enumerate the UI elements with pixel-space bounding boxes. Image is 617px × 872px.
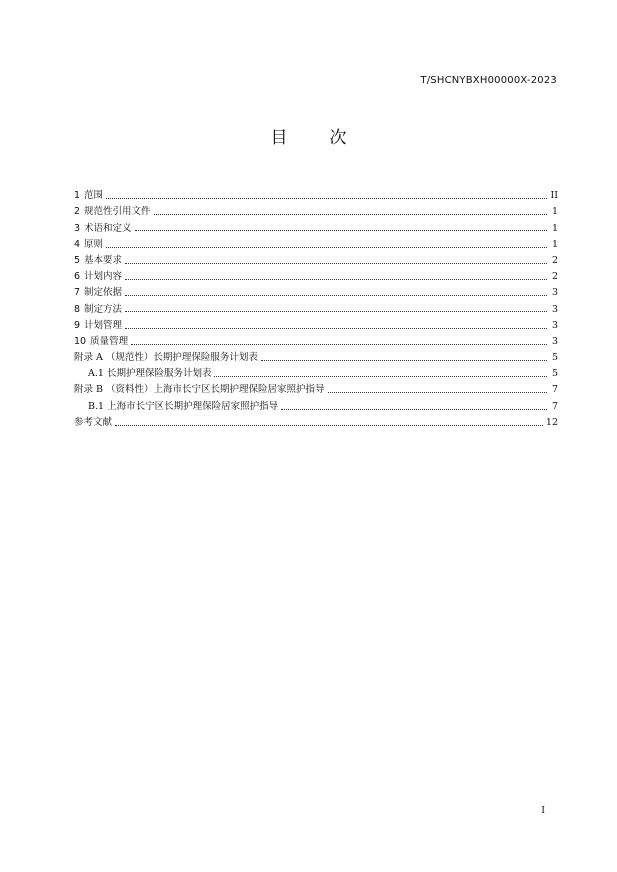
toc-entry-7[interactable] [74, 283, 558, 299]
toc-entry-2[interactable] [74, 202, 558, 218]
toc-entry-page: 1 [551, 206, 558, 218]
toc-entry-number: 4 [74, 238, 81, 250]
toc-entry-label: 2 规范性引用文件 [74, 206, 151, 218]
toc-title-char-1: 目 [270, 128, 288, 148]
toc-entry-label: 附录 A （规范性）长期护理保险服务计划表 [74, 352, 258, 364]
toc-entry-page: 5 [551, 368, 558, 380]
toc-entry-label: B.1 上海市长宁区长期护理保险居家照护指导 [88, 400, 279, 412]
toc-entry-8[interactable] [74, 299, 558, 315]
toc-entry-page: 5 [551, 352, 558, 364]
toc-entry-page: 3 [551, 319, 558, 331]
toc-entry-a1[interactable] [74, 364, 558, 380]
toc-entry-label: 10 质量管理 [74, 335, 129, 347]
toc-entry-page: 1 [551, 238, 558, 250]
toc-leader-dots [135, 221, 547, 231]
toc-entry-label: 6 计划内容 [74, 271, 123, 283]
toc-leader-dots [281, 400, 547, 410]
toc-entry-10[interactable] [74, 332, 558, 348]
toc-leader-dots [125, 254, 547, 264]
toc-leader-dots [125, 286, 547, 296]
toc-leader-dots [131, 335, 547, 345]
toc-entry-label: 5 基本要求 [74, 254, 123, 266]
toc-entry-5[interactable] [74, 251, 558, 267]
toc-entry-page: 2 [551, 271, 558, 283]
toc-entry-number: 7 [74, 287, 81, 299]
toc-entry-number: 3 [74, 222, 81, 234]
toc-entry-page: II [550, 190, 558, 202]
toc-entry-page: 7 [551, 400, 558, 412]
toc-entry-label: 附录 B （资料性）上海市长宁区长期护理保险居家照护指导 [74, 384, 325, 396]
toc-entry-number: 9 [74, 319, 81, 331]
toc-entry-page: 3 [551, 287, 558, 299]
toc-entry-label: 3 术语和定义 [74, 222, 132, 234]
toc-entry-page: 1 [551, 222, 558, 234]
toc-entry-page: 3 [551, 335, 558, 347]
toc-leader-dots [106, 238, 547, 248]
toc-leader-dots [154, 205, 547, 215]
toc-entry-number: 10 [74, 335, 87, 347]
toc-entry-label: 8 制定方法 [74, 303, 123, 315]
toc-entry-page: 12 [545, 416, 558, 428]
toc-leader-dots [125, 270, 547, 280]
toc-entry-label: 4 原则 [74, 238, 104, 250]
toc-entry-references[interactable] [74, 413, 558, 429]
toc-entry-3[interactable] [74, 218, 558, 234]
toc-entry-number: 8 [74, 303, 81, 315]
toc-entry-4[interactable] [74, 235, 558, 251]
toc-entry-appendix-b[interactable] [74, 380, 558, 396]
toc-entry-number: 5 [74, 254, 81, 266]
document-code: T/SHCNYBXH00000X-2023 [420, 75, 557, 86]
toc-entry-6[interactable] [74, 267, 558, 283]
toc-title [0, 123, 617, 148]
toc-leader-dots [115, 416, 543, 426]
toc-entry-label: A.1 长期护理保险服务计划表 [88, 368, 212, 380]
toc-entry-b1[interactable] [74, 396, 558, 412]
toc-entry-label: 7 制定依据 [74, 287, 123, 299]
toc-leader-dots [261, 351, 547, 361]
toc-entry-number: 2 [74, 206, 81, 218]
toc-entry-page: 3 [551, 303, 558, 315]
toc-entry-label: 参考文献 [74, 416, 113, 428]
toc-leader-dots [125, 302, 547, 312]
page-number: I [541, 805, 545, 816]
toc-leader-dots [214, 367, 547, 377]
toc-entry-label: 1 范围 [74, 190, 104, 202]
toc-entry-number: 1 [74, 190, 81, 202]
toc-entry-1[interactable] [74, 186, 558, 202]
table-of-contents [74, 186, 558, 429]
toc-leader-dots [328, 383, 547, 393]
toc-entry-page: 2 [551, 254, 558, 266]
toc-entry-page: 7 [551, 384, 558, 396]
toc-leader-dots [125, 319, 547, 329]
toc-entry-9[interactable] [74, 316, 558, 332]
toc-leader-dots [106, 189, 547, 199]
toc-entry-number: 6 [74, 271, 81, 283]
toc-entry-appendix-a[interactable] [74, 348, 558, 364]
toc-entry-label: 9 计划管理 [74, 319, 123, 331]
toc-title-char-2: 次 [329, 128, 347, 148]
